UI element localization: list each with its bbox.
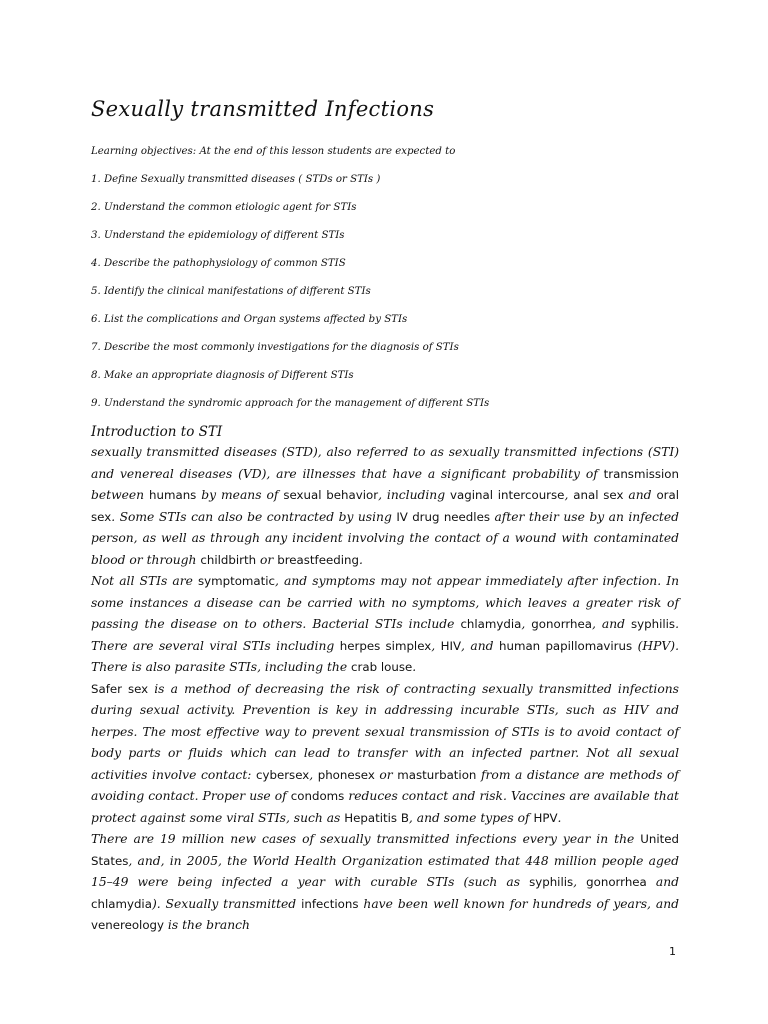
page-title: Sexually transmitted Infections xyxy=(91,97,435,121)
link-united-states[interactable]: United States xyxy=(91,832,679,868)
link-sexual-behavior[interactable]: sexual behavior xyxy=(283,488,379,502)
link-chlamydia[interactable]: chlamydia xyxy=(91,896,152,911)
paragraph-epidemiology xyxy=(91,829,679,937)
text-run: between xyxy=(91,488,150,502)
link-safer-sex[interactable]: Safer sex xyxy=(91,681,149,696)
text-run: and xyxy=(623,488,657,502)
objective-item: 3. Understand the epidemiology of different STIs xyxy=(91,230,345,241)
link-infections[interactable]: infections xyxy=(301,896,359,911)
learning-objectives-intro: Learning objectives: At the end of this lesson students are expected to xyxy=(91,146,456,157)
link-hiv[interactable]: HIV xyxy=(440,638,462,653)
text-run: is a method of decreasing the risk of contracting sexually transmitted infections during sexual activity. Prevention is key in addressing incurable STIs, such as HIV and herpes. The most effective way to prevent sexual transmission of STIs is to avoid contact of body parts or fluids which can lead to transfer with an infected partner. Not all sexual activities involve contact: xyxy=(91,681,679,782)
section-heading-introduction: Introduction to STI xyxy=(91,424,223,440)
link-gonorrhea[interactable]: gonorrhea xyxy=(531,617,592,631)
link-oral-sex[interactable]: oral sex xyxy=(91,488,680,524)
text-run: is the branch xyxy=(164,918,250,932)
objective-item: 7. Describe the most commonly investigations for the diagnosis of STIs xyxy=(91,342,459,353)
text-run: There are 19 million new cases of sexually transmitted infections every year in the xyxy=(91,832,641,846)
paragraph-prevention xyxy=(91,679,679,830)
link-syphilis[interactable]: syphilis xyxy=(631,617,676,631)
page-number: 1 xyxy=(669,945,676,958)
body-text xyxy=(91,442,679,937)
text-run: , and, in 2005, the World Health Organization estimated that 448 million people aged 15–49 were being infected a year with curable STIs (such as xyxy=(91,853,679,889)
link-symptomatic[interactable]: symptomatic xyxy=(197,574,276,588)
text-run: . Some STIs can also be contracted by using xyxy=(111,509,397,524)
text-run: have been well known for hundreds of years, and xyxy=(358,896,680,911)
link-vaginal-intercourse[interactable]: vaginal intercourse xyxy=(450,488,565,502)
objective-item: 1. Define Sexually transmitted diseases ( STDs or STIs ) xyxy=(91,174,381,185)
objective-item: 6. List the complications and Organ systems affected by STIs xyxy=(91,314,408,325)
link-masturbation[interactable]: masturbation xyxy=(397,767,477,782)
text-run: , including xyxy=(378,488,451,502)
text-run: , and xyxy=(461,638,499,653)
link-hepatitis-b[interactable]: Hepatitis B xyxy=(344,810,409,825)
text-run: . There are several viral STIs including xyxy=(91,617,679,653)
link-anal-sex[interactable]: anal sex xyxy=(573,488,624,502)
text-run: or xyxy=(374,767,398,782)
text-run: , and xyxy=(591,617,631,631)
text-run: by means of xyxy=(196,488,284,502)
text-run: , xyxy=(309,767,318,782)
link-human-papillomavirus[interactable]: human papillomavirus xyxy=(499,638,633,653)
text-run: , xyxy=(564,488,574,502)
text-run: , xyxy=(521,617,532,631)
text-run: and xyxy=(646,875,679,889)
link-condoms[interactable]: condoms xyxy=(290,789,345,803)
text-run: . xyxy=(557,810,562,825)
text-run: reduces contact and risk. Vaccines are available that protect against some viral STIs, such as xyxy=(91,789,679,825)
link-herpes-simplex[interactable]: herpes simplex xyxy=(339,638,432,653)
link-chlamydia[interactable]: chlamydia xyxy=(460,617,522,631)
link-iv-drug-needles[interactable]: IV drug needles xyxy=(396,509,490,524)
objective-item: 2. Understand the common etiologic agent for STIs xyxy=(91,202,357,213)
text-run: ). Sexually transmitted xyxy=(151,896,302,911)
text-run: , xyxy=(431,638,441,653)
text-run: , xyxy=(573,875,587,889)
link-phonesex[interactable]: phonesex xyxy=(317,767,375,782)
objective-item: 4. Describe the pathophysiology of common STIS xyxy=(91,258,346,269)
objective-item: 9. Understand the syndromic approach for the management of different STIs xyxy=(91,398,490,409)
link-childbirth[interactable]: childbirth xyxy=(200,552,257,567)
text-run: . xyxy=(358,552,363,567)
link-crab-louse[interactable]: crab louse xyxy=(351,660,413,674)
text-run: . xyxy=(412,660,417,674)
text-run: from a distance are methods of avoiding contact. Proper use of xyxy=(91,767,679,803)
paragraph-definition xyxy=(91,442,679,571)
link-cybersex[interactable]: cybersex xyxy=(255,767,310,782)
link-breastfeeding[interactable]: breastfeeding xyxy=(277,552,359,567)
objective-item: 8. Make an appropriate diagnosis of Different STIs xyxy=(91,370,354,381)
link-humans[interactable]: humans xyxy=(149,488,197,502)
link-venereology[interactable]: venereology xyxy=(91,918,165,932)
text-run: or xyxy=(256,552,278,567)
link-transmission[interactable]: transmission xyxy=(603,466,679,481)
link-gonorrhea[interactable]: gonorrhea xyxy=(586,875,647,889)
text-run: after their use by an infected person, as well as through any incident involving the contact of a wound with contaminated blood or through xyxy=(91,509,680,567)
text-run: , and some types of xyxy=(408,810,534,825)
text-run: (HPV). There is also parasite STIs, including the xyxy=(91,638,680,674)
objective-item: 5. Identify the clinical manifestations of different STIs xyxy=(91,286,371,297)
text-run: sexually transmitted diseases (STD), also referred to as sexually transmitted infections (STI) and venereal diseases (VD), are illnesses that have a significant probability of xyxy=(91,445,679,481)
link-hpv[interactable]: HPV xyxy=(533,810,558,825)
text-run: Not all STIs are xyxy=(91,574,198,588)
paragraph-symptoms xyxy=(91,571,679,679)
text-run: , and symptoms may not appear immediately after infection. In some instances a disease can be carried with no symptoms, which leaves a greater risk of passing the disease on to others. Bacterial STIs include xyxy=(91,574,679,631)
link-syphilis[interactable]: syphilis xyxy=(529,875,574,889)
